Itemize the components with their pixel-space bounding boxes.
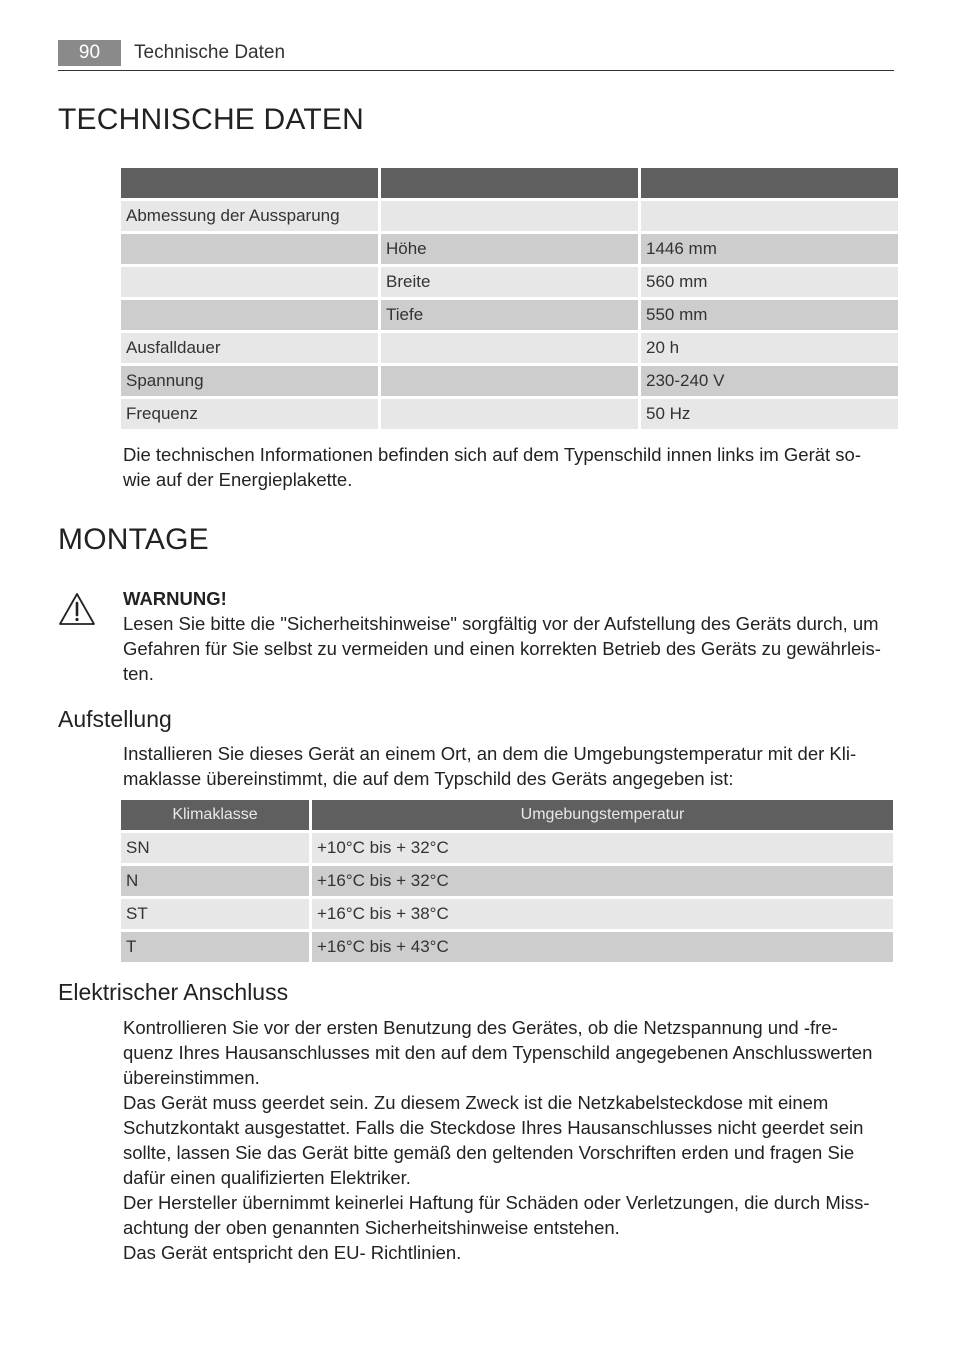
table-cell bbox=[121, 267, 378, 297]
table-cell: 550 mm bbox=[641, 300, 898, 330]
table-row bbox=[121, 267, 898, 297]
table-cell bbox=[641, 201, 898, 231]
table-cell bbox=[381, 366, 638, 396]
section-title-montage: MONTAGE bbox=[58, 523, 209, 556]
table-row bbox=[121, 399, 898, 429]
warning-triangle-icon bbox=[58, 592, 96, 626]
text-line: wie auf der Energieplakette. bbox=[123, 469, 353, 490]
text-line: Der Hersteller übernimmt keinerlei Haftung für Schäden oder Verletzungen, die durch Miss- bbox=[123, 1192, 870, 1213]
table-cell: +16°C bis + 38°C bbox=[312, 899, 893, 929]
technical-data-table bbox=[118, 165, 901, 432]
text-line: Gefahren für Sie selbst zu vermeiden und einen korrekten Betrieb des Geräts zu gewährleis- bbox=[123, 638, 881, 659]
table-header-cell bbox=[641, 168, 898, 198]
table-cell: T bbox=[121, 932, 309, 962]
table-cell: SN bbox=[121, 833, 309, 863]
text-line: ten. bbox=[123, 663, 154, 684]
table-cell: Ausfalldauer bbox=[121, 333, 378, 363]
table-row bbox=[121, 932, 893, 962]
text-line: Schutzkontakt ausgestattet. Falls die Steckdose Ihres Hausanschlusses nicht geerdet sein bbox=[123, 1117, 864, 1138]
table-row bbox=[121, 899, 893, 929]
text-line: Das Gerät entspricht den EU- Richtlinien. bbox=[123, 1242, 462, 1263]
table-header-row bbox=[121, 800, 893, 830]
text-line: quenz Ihres Hausanschlusses mit den auf dem Typenschild angegebenen Anschlusswerten bbox=[123, 1042, 873, 1063]
text-line: sollte, lassen Sie das Gerät bitte gemäß den geltenden Vorschriften erden und fragen Sie bbox=[123, 1142, 855, 1163]
technical-info-note bbox=[123, 442, 895, 492]
table-cell bbox=[121, 300, 378, 330]
table-cell: 20 h bbox=[641, 333, 898, 363]
text-line: Lesen Sie bitte die "Sicherheitshinweise" sorgfältig vor der Aufstellung des Geräts durch, um bbox=[123, 613, 879, 634]
text-line: Kontrollieren Sie vor der ersten Benutzung des Gerätes, ob die Netzspannung und -fre- bbox=[123, 1017, 838, 1038]
table-row bbox=[121, 866, 893, 896]
table-cell bbox=[381, 333, 638, 363]
page-number: 90 bbox=[58, 40, 121, 66]
table-cell: Breite bbox=[381, 267, 638, 297]
table-row bbox=[121, 833, 893, 863]
table-cell: ST bbox=[121, 899, 309, 929]
table-row bbox=[121, 333, 898, 363]
climate-class-table bbox=[118, 797, 896, 965]
subsection-title-aufstellung: Aufstellung bbox=[58, 706, 172, 732]
aufstellung-text bbox=[123, 741, 895, 791]
table-header-cell: Umgebungstemperatur bbox=[312, 800, 893, 830]
header-title: Technische Daten bbox=[134, 42, 286, 63]
warning-text bbox=[123, 611, 895, 686]
table-cell bbox=[121, 234, 378, 264]
table-cell: Spannung bbox=[121, 366, 378, 396]
table-cell: N bbox=[121, 866, 309, 896]
table-header-row bbox=[121, 168, 898, 198]
subsection-title-elektrischer-anschluss: Elektrischer Anschluss bbox=[58, 979, 289, 1005]
table-cell: 560 mm bbox=[641, 267, 898, 297]
table-header-cell bbox=[121, 168, 378, 198]
table-cell: 1446 mm bbox=[641, 234, 898, 264]
table-cell: +16°C bis + 32°C bbox=[312, 866, 893, 896]
section-title-technische-daten: TECHNISCHE DATEN bbox=[58, 103, 364, 136]
table-row bbox=[121, 201, 898, 231]
table-header-cell bbox=[381, 168, 638, 198]
text-line: Die technischen Informationen befinden sich auf dem Typenschild innen links im Gerät so- bbox=[123, 444, 862, 465]
table-row bbox=[121, 366, 898, 396]
table-cell: +16°C bis + 43°C bbox=[312, 932, 893, 962]
table-row bbox=[121, 300, 898, 330]
table-row bbox=[121, 234, 898, 264]
table-cell: Frequenz bbox=[121, 399, 378, 429]
table-cell: Abmessung der Aussparung bbox=[121, 201, 378, 231]
anschluss-text bbox=[123, 1015, 895, 1265]
warning-title: WARNUNG! bbox=[123, 588, 227, 609]
table-cell: Tiefe bbox=[381, 300, 638, 330]
text-line: dafür einen qualifizierten Elektriker. bbox=[123, 1167, 411, 1188]
table-cell: 230-240 V bbox=[641, 366, 898, 396]
table-cell bbox=[381, 201, 638, 231]
text-line: maklasse übereinstimmt, die auf dem Typschild des Geräts angegeben ist: bbox=[123, 768, 734, 789]
text-line: achtung der oben genannten Sicherheitshinweise entstehen. bbox=[123, 1217, 620, 1238]
text-line: Installieren Sie dieses Gerät an einem Ort, an dem die Umgebungstemperatur mit der Kli- bbox=[123, 743, 857, 764]
table-header-cell: Klimaklasse bbox=[121, 800, 309, 830]
page-header bbox=[58, 40, 894, 71]
table-cell bbox=[381, 399, 638, 429]
table-cell: +10°C bis + 32°C bbox=[312, 833, 893, 863]
table-cell: Höhe bbox=[381, 234, 638, 264]
text-line: übereinstimmen. bbox=[123, 1067, 260, 1088]
table-cell: 50 Hz bbox=[641, 399, 898, 429]
text-line: Das Gerät muss geerdet sein. Zu diesem Zweck ist die Netzkabelsteckdose mit einem bbox=[123, 1092, 829, 1113]
